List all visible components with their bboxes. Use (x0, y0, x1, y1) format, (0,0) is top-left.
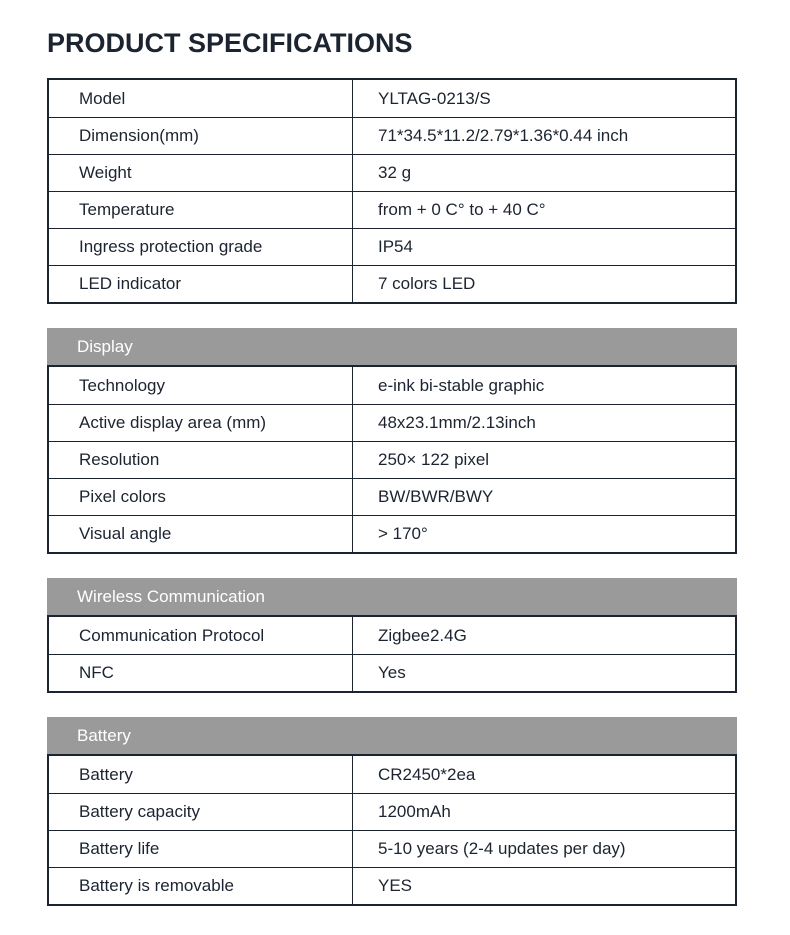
row-value: 48x23.1mm/2.13inch (378, 413, 536, 433)
spec-table (47, 365, 737, 554)
spec-table-block (47, 328, 737, 554)
row-label: Active display area (mm) (49, 405, 353, 441)
row-value: 71*34.5*11.2/2.79*1.36*0.44 inch (378, 126, 629, 146)
row-value: e-ink bi-stable graphic (378, 375, 545, 395)
row-label: Resolution (49, 442, 353, 478)
table-row (49, 404, 735, 441)
table-row (49, 191, 735, 228)
row-value: Zigbee2.4G (378, 625, 467, 645)
row-label: Temperature (49, 192, 353, 228)
row-label: Ingress protection grade (49, 229, 353, 265)
table-row (49, 80, 735, 117)
table-row (49, 654, 735, 691)
table-row (49, 228, 735, 265)
row-value: YES (378, 876, 413, 896)
row-value: > 170° (378, 524, 428, 544)
table-row (49, 867, 735, 904)
row-value: 1200mAh (378, 802, 451, 822)
spec-table-block (47, 78, 737, 304)
row-label: Weight (49, 155, 353, 191)
page-title: PRODUCT SPECIFICATIONS (47, 28, 413, 58)
section-header: Wireless Communication (47, 578, 737, 615)
table-row (49, 793, 735, 830)
row-label: Visual angle (49, 516, 353, 552)
row-label: Battery capacity (49, 794, 353, 830)
row-label: Battery is removable (49, 868, 353, 904)
table-row (49, 441, 735, 478)
row-label: LED indicator (49, 266, 353, 302)
table-row (49, 478, 735, 515)
row-value: Yes (378, 663, 406, 683)
table-row (49, 515, 735, 552)
row-label: NFC (49, 655, 353, 691)
row-label: Dimension(mm) (49, 118, 353, 154)
row-value: CR2450*2ea (378, 764, 476, 784)
table-row (49, 756, 735, 793)
row-value: from + 0 C° to + 40 C° (378, 200, 546, 220)
spec-table (47, 754, 737, 906)
spec-table (47, 615, 737, 693)
row-value: BW/BWR/BWY (378, 487, 494, 507)
spec-table (47, 78, 737, 304)
row-value: YLTAG-0213/S (378, 88, 491, 108)
row-value: 250× 122 pixel (378, 450, 490, 470)
table-row (49, 265, 735, 302)
section-header: Display (47, 328, 737, 365)
row-label: Communication Protocol (49, 617, 353, 654)
spec-table-block (47, 717, 737, 906)
table-row (49, 617, 735, 654)
row-label: Battery (49, 756, 353, 793)
row-label: Technology (49, 367, 353, 404)
table-row (49, 154, 735, 191)
row-value: 7 colors LED (378, 274, 476, 294)
table-row (49, 117, 735, 154)
spec-tables (47, 78, 737, 906)
table-row (49, 367, 735, 404)
row-label: Model (49, 80, 353, 117)
row-value: 32 g (378, 163, 412, 183)
table-row (49, 830, 735, 867)
section-header: Battery (47, 717, 737, 754)
row-value: 5-10 years (2-4 updates per day) (378, 839, 626, 859)
row-label: Battery life (49, 831, 353, 867)
row-value: IP54 (378, 237, 413, 257)
row-label: Pixel colors (49, 479, 353, 515)
spec-table-block (47, 578, 737, 693)
